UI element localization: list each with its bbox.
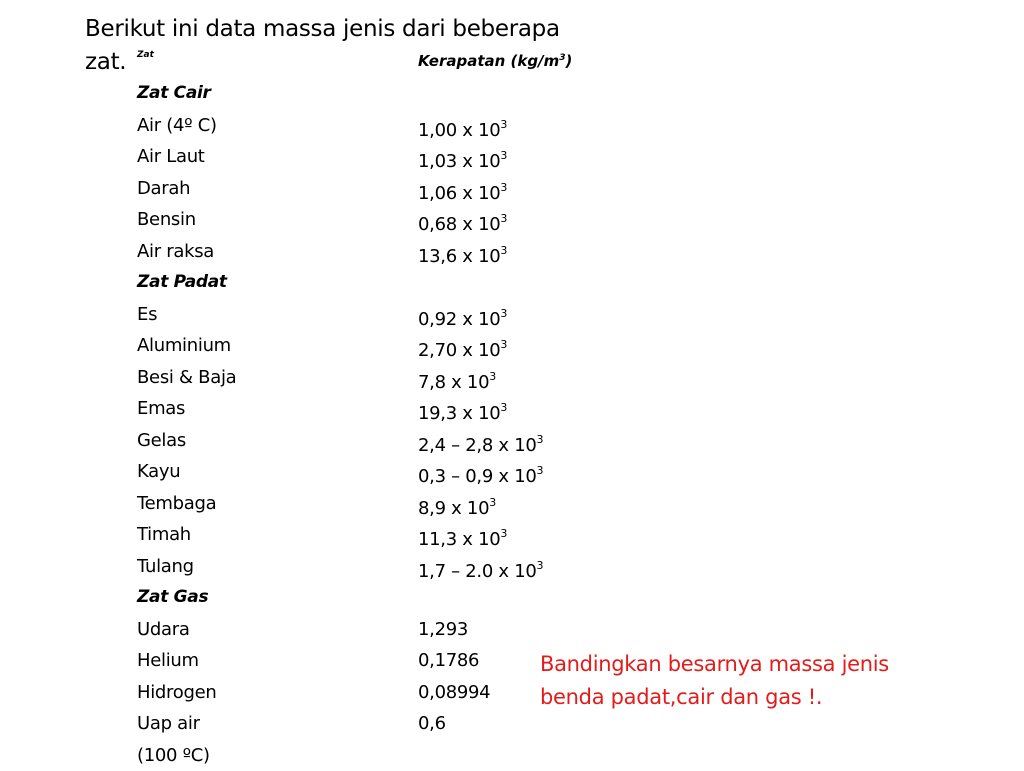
- density-value-exponent: 3: [537, 464, 544, 477]
- table-group-heading: [137, 267, 617, 299]
- density-value-exponent: 3: [500, 149, 507, 162]
- substance-name: Tulang: [137, 551, 194, 583]
- density-value-base: 0,6: [418, 713, 446, 734]
- density-value-base: 11,3 x 10: [418, 529, 500, 550]
- density-value-exponent: 3: [500, 401, 507, 414]
- group-label: Zat Gas: [137, 582, 208, 614]
- density-value-base: 13,6 x 10: [418, 246, 500, 267]
- density-value: [418, 677, 490, 709]
- density-value-base: 0,92 x 10: [418, 309, 500, 330]
- density-value-base: 19,3 x 10: [418, 403, 500, 424]
- substance-name: (100 ºC): [137, 740, 210, 771]
- density-value-base: 1,06 x 10: [418, 183, 500, 204]
- density-value-base: 1,293: [418, 619, 468, 640]
- substance-name: Kayu: [137, 456, 180, 488]
- table-row: [137, 488, 617, 520]
- substance-name: Helium: [137, 645, 199, 677]
- substance-name: Air Laut: [137, 141, 205, 173]
- density-value: [418, 645, 479, 677]
- density-value-exponent: 3: [500, 212, 507, 225]
- substance-name: Timah: [137, 519, 191, 551]
- column-header-density-text: Kerapatan (kg/m: [418, 52, 559, 70]
- table-row: [137, 173, 617, 205]
- density-value-base: 1,7 – 2.0 x 10: [418, 561, 537, 582]
- density-value-exponent: 3: [489, 496, 496, 509]
- density-value-base: 1,03 x 10: [418, 151, 500, 172]
- intro-line-2: zat.: [85, 46, 615, 79]
- density-value-exponent: 3: [537, 559, 544, 572]
- density-value-exponent: 3: [500, 338, 507, 351]
- density-value-base: 1,00 x 10: [418, 120, 500, 141]
- table-row: [137, 425, 617, 457]
- substance-name: Besi & Baja: [137, 362, 236, 394]
- table-row: [137, 330, 617, 362]
- substance-name: Emas: [137, 393, 185, 425]
- density-value-base: 0,08994: [418, 682, 490, 703]
- note-line-1: Bandingkan besarnya massa jenis: [540, 648, 980, 681]
- substance-name: Es: [137, 299, 157, 331]
- table-group-heading: [137, 78, 617, 110]
- density-value: [418, 708, 446, 740]
- instruction-note: [540, 648, 980, 714]
- density-value-base: 2,70 x 10: [418, 340, 500, 361]
- density-value-exponent: 3: [500, 181, 507, 194]
- table-row: [137, 740, 617, 771]
- density-value: [418, 614, 468, 646]
- density-value-base: 0,1786: [418, 650, 479, 671]
- table-row: [137, 456, 617, 488]
- substance-name: Air raksa: [137, 236, 214, 268]
- table-row: [137, 519, 617, 551]
- group-label: Zat Padat: [137, 267, 227, 299]
- density-value-exponent: 3: [500, 307, 507, 320]
- table-row: [137, 141, 617, 173]
- table-group-heading: [137, 582, 617, 614]
- density-value-exponent: 3: [500, 118, 507, 131]
- substance-name: Air (4º C): [137, 110, 217, 142]
- intro-line-1: Berikut ini data massa jenis dari beberapa: [85, 13, 615, 46]
- density-value-exponent: 3: [537, 433, 544, 446]
- table-row: [137, 614, 617, 646]
- group-label: Zat Cair: [137, 78, 211, 110]
- table-row: [137, 393, 617, 425]
- substance-name: Uap air: [137, 708, 200, 740]
- substance-name: Aluminium: [137, 330, 231, 362]
- table-row: [137, 236, 617, 268]
- table-row: [137, 110, 617, 142]
- density-value-base: 0,68 x 10: [418, 214, 500, 235]
- column-header-substance: Zat: [137, 50, 154, 60]
- density-value-base: 7,8 x 10: [418, 372, 489, 393]
- column-header-density: [418, 52, 572, 70]
- density-value-exponent: 3: [500, 244, 507, 257]
- substance-name: Tembaga: [137, 488, 216, 520]
- table-row: [137, 362, 617, 394]
- substance-name: Hidrogen: [137, 677, 217, 709]
- table-row: [137, 299, 617, 331]
- column-header-density-close: ): [566, 52, 573, 70]
- table-row: [137, 551, 617, 583]
- density-value-base: 8,9 x 10: [418, 498, 489, 519]
- note-line-2: benda padat,cair dan gas !.: [540, 681, 980, 714]
- density-value-exponent: 3: [500, 527, 507, 540]
- substance-name: Darah: [137, 173, 190, 205]
- substance-name: Udara: [137, 614, 190, 646]
- column-header-density-exponent: 3: [559, 53, 565, 63]
- density-value-base: 2,4 – 2,8 x 10: [418, 435, 537, 456]
- table-row: [137, 204, 617, 236]
- density-value-exponent: 3: [489, 370, 496, 383]
- substance-name: Gelas: [137, 425, 186, 457]
- density-value-base: 0,3 – 0,9 x 10: [418, 466, 537, 487]
- substance-name: Bensin: [137, 204, 196, 236]
